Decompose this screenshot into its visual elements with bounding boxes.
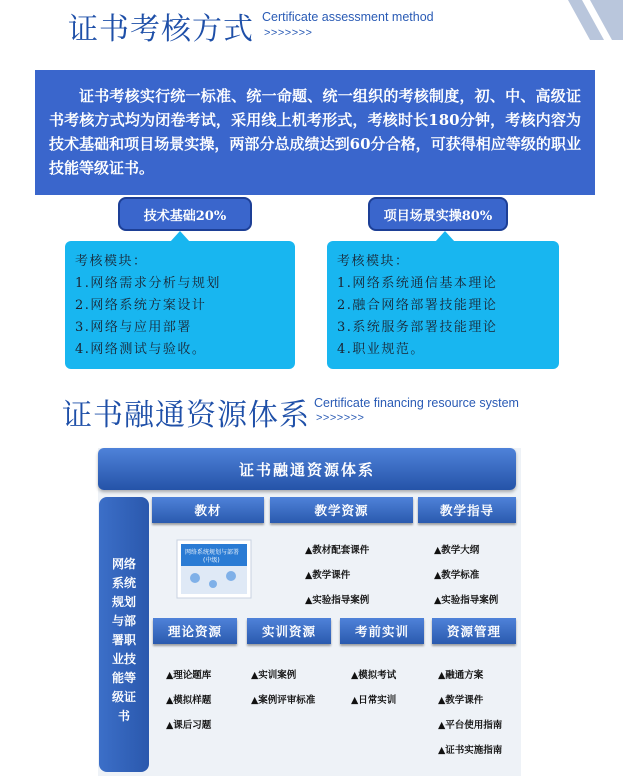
list-item: ▲教学标准 (434, 570, 480, 581)
section-subtitle-assessment: Certificate assessment method (262, 10, 434, 24)
book-level: (中级) (203, 557, 220, 564)
module-item: 2.融合网络部署技能理论 (337, 298, 498, 313)
section-title-assessment: 证书考核方式 (68, 12, 254, 47)
section-arrows-assessment: >>>>>>> (264, 27, 313, 39)
module-item: 3.网络与应用部署 (75, 320, 192, 335)
list-item: ▲日常实训 (351, 695, 397, 706)
module-box-left (65, 241, 295, 369)
list-item: ▲教学课件 (438, 695, 484, 706)
module-item: 4.网络测试与验收。 (75, 342, 207, 357)
list-item: ▲课后习题 (166, 720, 212, 731)
list-item: ▲平台使用指南 (438, 720, 503, 731)
module-item: 1.网络需求分析与规划 (75, 276, 221, 291)
module-box-right (327, 241, 559, 369)
module-item: 2.网络系统方案设计 (75, 298, 207, 313)
list-item: ▲教学大纲 (434, 545, 480, 556)
header-textbook: 教材 (152, 497, 264, 523)
list-item: ▲案例评审标准 (251, 695, 316, 706)
list-item: ▲实验指导案例 (305, 595, 370, 606)
textbook-cover-image (175, 538, 255, 600)
module-item: 1.网络系统通信基本理论 (337, 276, 498, 291)
header-practice-resources: 实训资源 (247, 618, 331, 644)
list-item: ▲模拟样题 (166, 695, 212, 706)
header-exam-training: 考前实训 (340, 618, 424, 644)
module-heading: 考核模块： (337, 254, 410, 269)
module-item: 3.系统服务部署技能理论 (337, 320, 498, 335)
corner-stripes-decoration (560, 0, 623, 40)
module-item: 4.职业规范。 (337, 342, 425, 357)
header-theory-resources: 理论资源 (153, 618, 237, 644)
list-item: ▲证书实施指南 (438, 745, 503, 756)
header-teaching-resources: 教学资源 (270, 497, 413, 523)
list-item: ▲实验指导案例 (434, 595, 499, 606)
module-heading: 考核模块： (75, 254, 148, 269)
diagram-left-label: 网络 系统 规划 与部 署职 业技 能等 级证 书 (99, 497, 149, 772)
list-item: ▲教学课件 (305, 570, 351, 581)
list-item: ▲教材配套课件 (305, 545, 370, 556)
tech-basics-pill: 技术基础20% (118, 197, 252, 231)
list-item: ▲实训案例 (251, 670, 297, 681)
section-arrows-resources: >>>>>>> (316, 412, 365, 424)
section-title-resources: 证书融通资源体系 (62, 398, 310, 433)
header-resource-management: 资源管理 (432, 618, 516, 644)
diagram-title-bar: 证书融通资源体系 (98, 448, 516, 490)
list-item: ▲融通方案 (438, 670, 484, 681)
book-title: 网络系统规划与部署 (185, 549, 240, 556)
project-practice-pill: 项目场景实操80% (368, 197, 508, 231)
assessment-intro-text: 证书考核实行统一标准、统一命题、统一组织的考核制度，初、中、高级证书考核方式均为闭卷考试，采用线上机考形式，考核时长180分钟，考核内容为技术基础和项目场景实操，两部分总成绩达到60分合格，可获得相应等级的职业技能等级证书。 (35, 70, 595, 195)
header-teaching-guide: 教学指导 (418, 497, 516, 523)
list-item: ▲模拟考试 (351, 670, 397, 681)
section-subtitle-resources: Certificate financing resource system (314, 396, 519, 410)
list-item: ▲理论题库 (166, 670, 212, 681)
